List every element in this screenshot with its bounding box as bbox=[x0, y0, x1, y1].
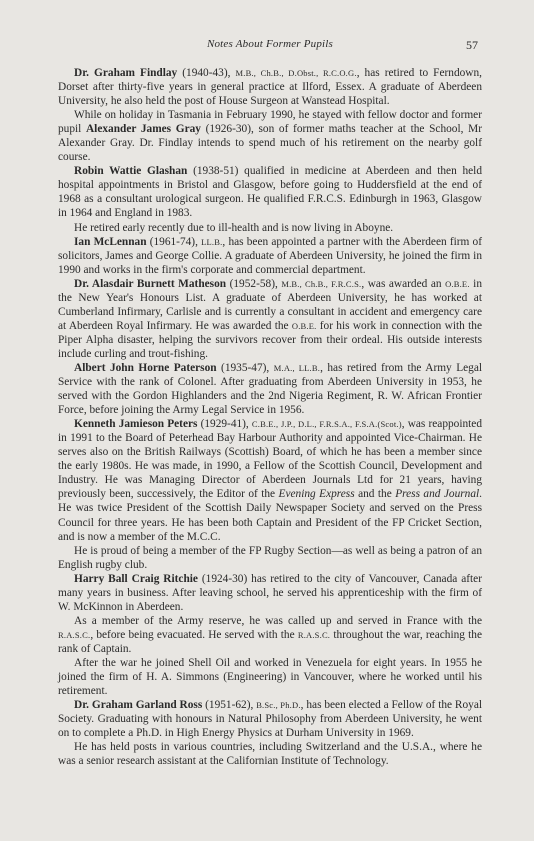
unit-abbrev: R.A.S.C. bbox=[58, 629, 91, 640]
entry-text: , has retired from the Army Legal Service with the rank of Colonel. After graduating from Aberdeen University in 1953, he served with the Gordon Highlanders and the 2nd Nigeria Regiment, R. W. African Frontier Force, before joining the Army Legal Service in 1956. bbox=[58, 361, 483, 417]
pupil-name: Dr. Alasdair Burnett Matheson bbox=[74, 277, 227, 290]
pupil-name: Dr. Graham Garland Ross bbox=[74, 699, 203, 712]
paragraph-ritchie-career bbox=[58, 656, 482, 698]
page-number: 57 bbox=[466, 38, 478, 52]
entry-text: , has retired to Ferndown, Dorset after thirty-five years in general practice at Ilford, Essex. A graduate of Aberdeen University, he also held the post of House Surgeon at Wanstead Hospital. bbox=[58, 67, 482, 108]
entry-text: (1938-51) qualified in medicine at Aberdeen and then held hospital appointments in Bristol and Glasgow, before going to Huddersfield at the end of 1968 as a consultant urological surgeon. He qualified F.R.C.S. Edinburgh in 1963, Glasgow in 1964 and England in 1983. bbox=[58, 165, 482, 220]
paragraph-text: (1926-30), son of former maths teacher at the School, Mr Alexander Gray. Dr. Findlay intends to spend much of his retirement on the nearby golf course. bbox=[58, 123, 482, 164]
honour-abbrev: O.B.E. bbox=[445, 278, 470, 289]
pupil-degrees: M.B., Ch.B., D.Obst., R.C.O.G. bbox=[235, 68, 357, 78]
entry-findlay bbox=[58, 66, 482, 108]
entry-text: and the bbox=[354, 488, 396, 501]
pupil-name: Harry Ball Craig Ritchie bbox=[74, 572, 198, 585]
pupil-degrees: B.Sc., Ph.D. bbox=[256, 700, 301, 711]
paragraph-glashan-retired bbox=[58, 221, 482, 235]
entry-mclennan bbox=[58, 235, 482, 277]
pupil-years: (1935-47), bbox=[216, 361, 274, 374]
honour-abbrev: O.B.E. bbox=[291, 320, 317, 331]
entry-text: , was reappointed in 1991 to the Board of Peterhead Bay Harbour Authority and appointed Vice-Chairman. He serves also on the British Railways (Scottish) Board, of which he has been a member since the early 1980s. He was made, in 1990, a Fellow of the Scottish Council, Development and Industry. He was Managing Director of Aberdeen Journals Ltd for 21 years, having previously been, successively, the Editor of the bbox=[58, 418, 483, 501]
pupil-years: (1961-74), bbox=[146, 235, 202, 248]
pupil-degrees: C.B.E., J.P., D.L., F.R.S.A., F.S.A.(Scot.) bbox=[251, 419, 402, 430]
paragraph-text: As a member of the Army reserve, he was called up and served in France with the bbox=[74, 614, 482, 627]
pupil-name: Robin Wattie Glashan bbox=[74, 165, 188, 178]
pupil-degrees: M.A., LL.B. bbox=[273, 362, 321, 373]
paragraph-text: , before being evacuated. He served with the bbox=[90, 628, 298, 641]
entry-text: , has been appointed a partner with the Aberdeen firm of solicitors, James and George Collie. A graduate of Aberdeen University, he joined the firm in 1990 and works in the firm's corporate and commercial department. bbox=[58, 235, 482, 276]
entry-peters bbox=[58, 417, 482, 543]
pupil-years: (1929-41), bbox=[197, 418, 252, 431]
paragraph-ross-posts bbox=[58, 740, 482, 768]
entry-text: , was awarded an bbox=[361, 277, 446, 290]
paragraph-text: While on holiday in Tasmania in February 1990, he stayed with fellow doctor and former pupil bbox=[58, 109, 482, 136]
paragraph-text: He is proud of being a member of the FP Rugby Section—as well as being a patron of an English rugby club. bbox=[58, 544, 482, 571]
entry-glashan bbox=[58, 164, 482, 220]
paragraph-findlay-holiday bbox=[58, 108, 482, 164]
pupil-years: (1951-62), bbox=[202, 699, 257, 712]
entry-text: (1924-30) has retired to the city of Vancouver, Canada after many years in business. After leaving school, he served his apprenticeship with the firm of W. McKinnon in Aberdeen. bbox=[58, 572, 482, 613]
entry-text: for his work in connection with the Piper Alpha disaster, helping the survivors recover from their ordeal. His outside interests include curling and trout-fishing. bbox=[58, 319, 482, 360]
pupil-name: Kenneth Jamieson Peters bbox=[74, 418, 198, 431]
pupil-name: Alexander James Gray bbox=[85, 123, 201, 136]
entry-ritchie bbox=[58, 572, 482, 614]
pupil-degrees: M.B., Ch.B., F.R.C.S. bbox=[281, 278, 362, 289]
entry-matheson bbox=[58, 277, 482, 361]
newspaper-title: Press and Journal bbox=[395, 488, 480, 501]
unit-abbrev: R.A.S.C. bbox=[297, 629, 331, 640]
pupil-name: Ian McLennan bbox=[74, 235, 147, 248]
pupil-name: Dr. Graham Findlay bbox=[74, 67, 178, 79]
entry-text: , has been elected a Fellow of the Royal Society. Graduating with honours in Natural Philosophy from Aberdeen University, he went on to complete a Ph.D. in High Energy Physics at Durham University in 1969. bbox=[58, 699, 483, 740]
paragraph-text: He has held posts in various countries, including Switzerland and the U.S.A., where he was a senior research assistant at the Californian Institute of Technology. bbox=[58, 741, 482, 768]
paragraph-text: throughout the war, reaching the rank of Captain. bbox=[58, 628, 482, 655]
entry-ross bbox=[58, 698, 482, 740]
running-title: Notes About Former Pupils bbox=[206, 38, 334, 50]
paragraph-ritchie-army bbox=[58, 614, 482, 656]
newspaper-title: Evening Express bbox=[278, 488, 355, 501]
paragraph-text: He retired early recently due to ill-health and is now living in Aboyne. bbox=[74, 221, 394, 234]
running-header bbox=[58, 38, 482, 58]
pupil-years: (1952-58), bbox=[226, 277, 282, 290]
pupil-years: (1940-43), bbox=[177, 67, 236, 79]
entry-text: . He was twice President of the Scottish Daily Newspaper Society and served on the Press Council for three years. He has been both Captain and President of the FP Cricket Section, and is now a member of the M.C.C. bbox=[58, 488, 483, 543]
notes-body bbox=[58, 66, 482, 768]
entry-text: in the New Year's Honours List. A graduate of Aberdeen University, he has worked at Cumberland Infirmary, Carlisle and is currently a consultant in accident and emergency care at Aberdeen Royal Infirmary. He was awarded the bbox=[58, 277, 483, 332]
entry-paterson bbox=[58, 361, 482, 417]
pupil-name: Albert John Horne Paterson bbox=[74, 361, 217, 374]
paragraph-text: After the war he joined Shell Oil and worked in Venezuela for eight years. In 1955 he joined the firm of H. A. Simmons (Engineering) in Vancouver, where he worked until his retirement. bbox=[58, 656, 482, 698]
paragraph-peters-rugby bbox=[58, 544, 482, 572]
pupil-degrees: LL.B. bbox=[201, 236, 223, 247]
